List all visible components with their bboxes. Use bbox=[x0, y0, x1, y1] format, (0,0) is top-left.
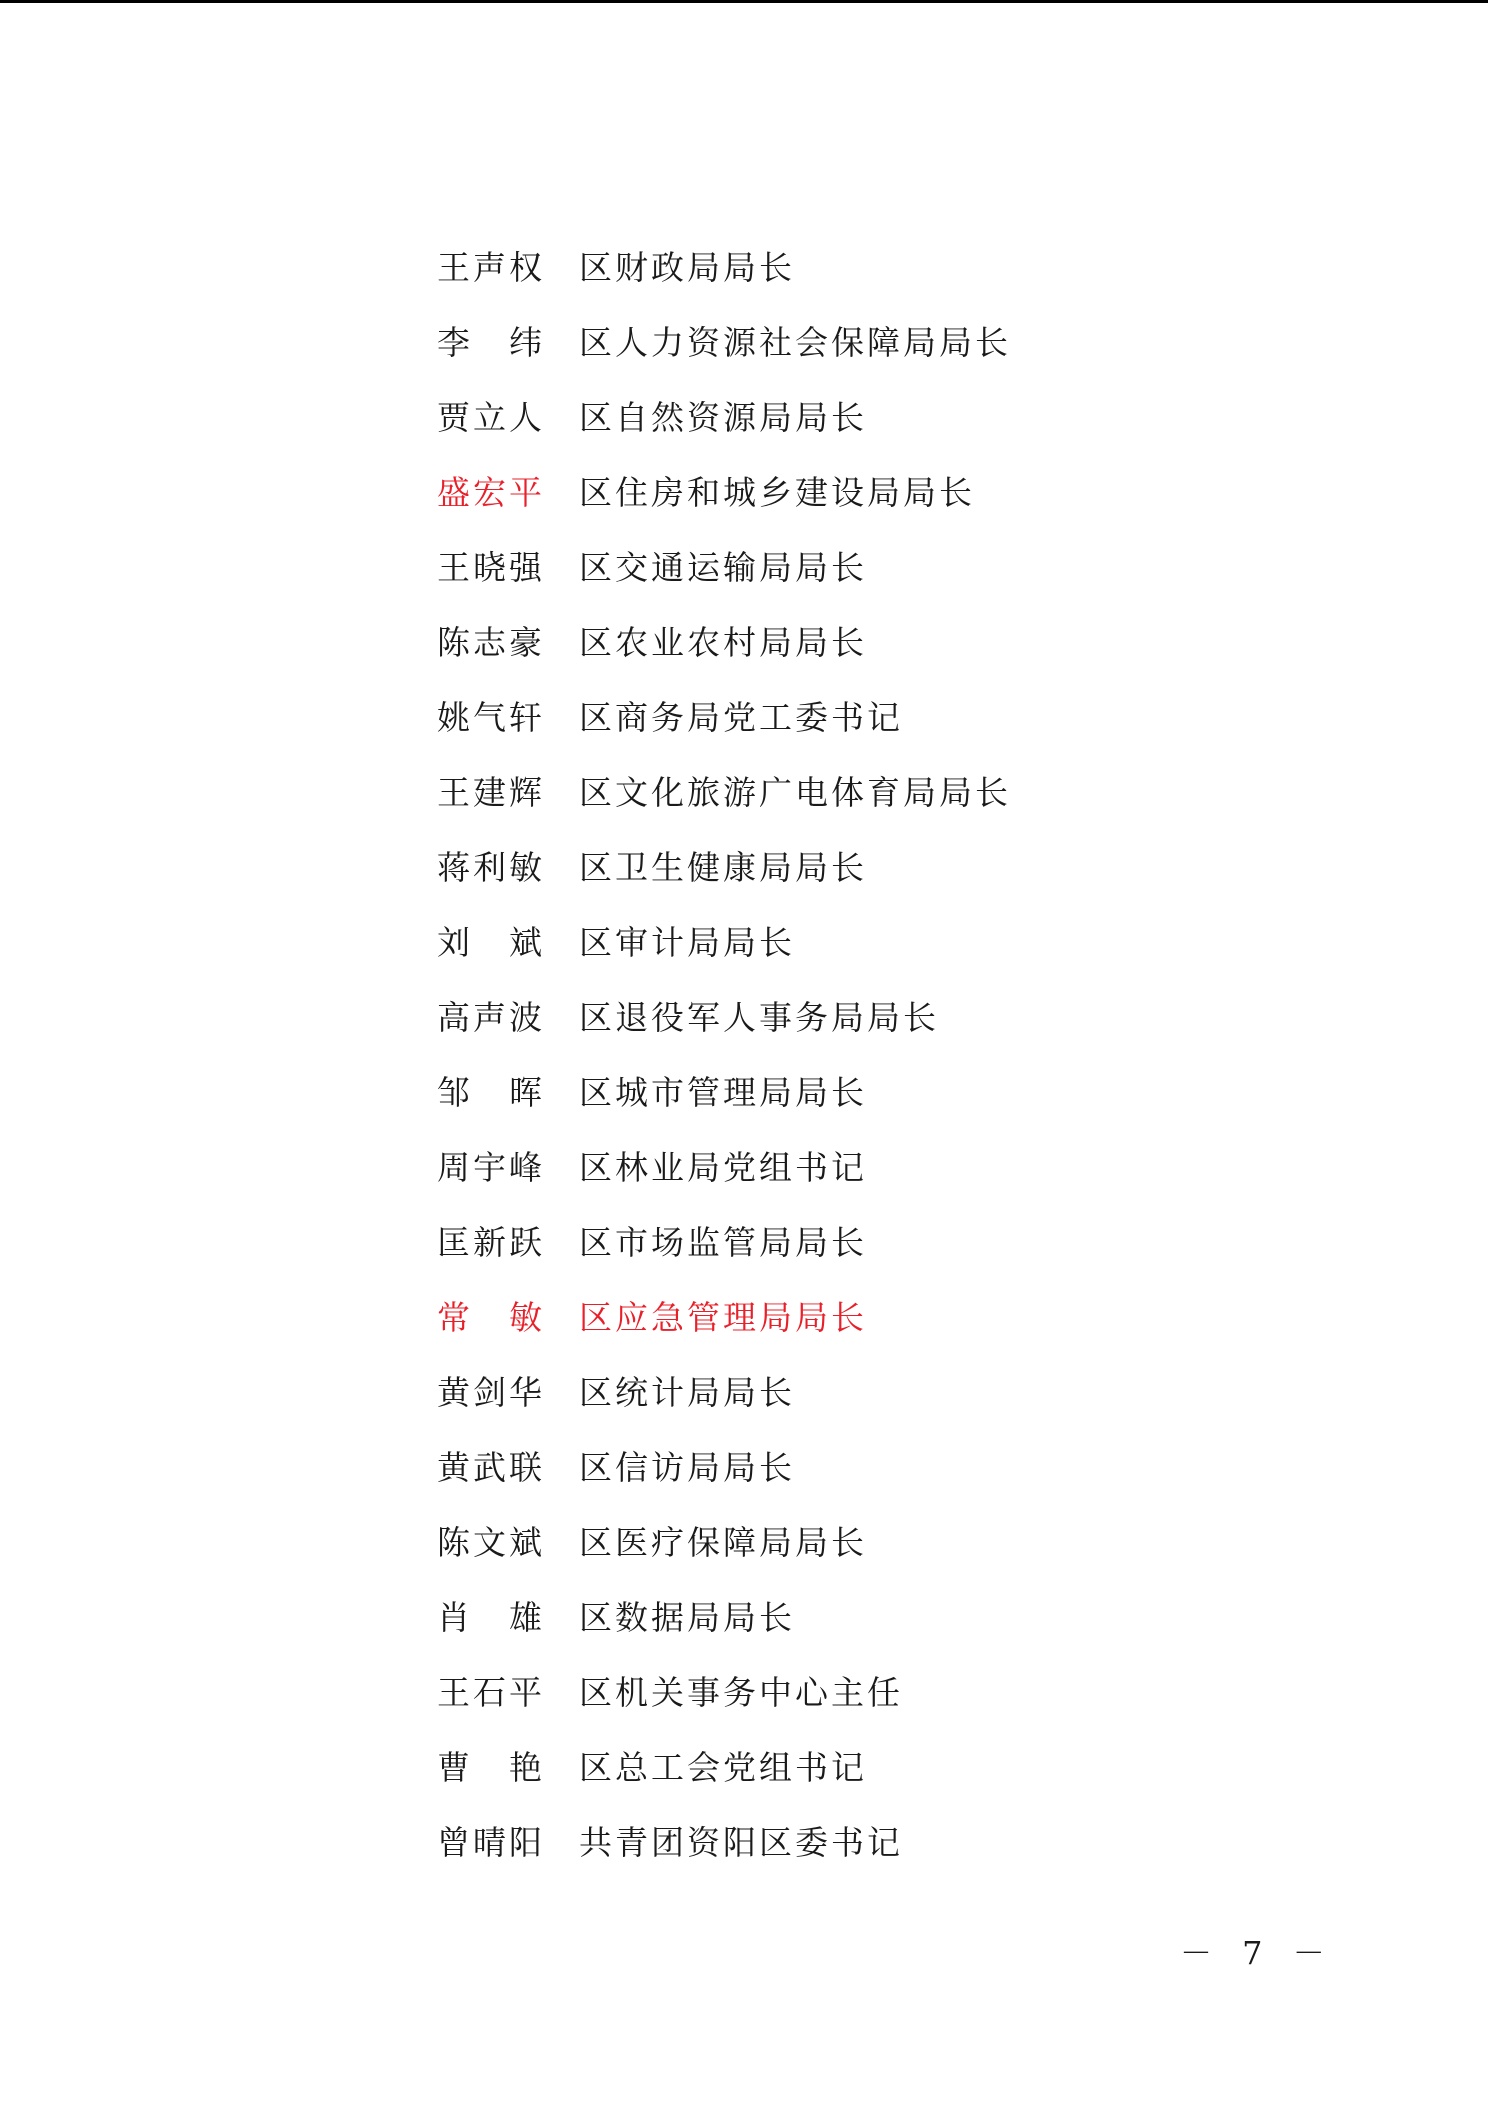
position-title: 区医疗保障局局长 bbox=[579, 1523, 867, 1562]
position-title: 区人力资源社会保障局局长 bbox=[579, 323, 1011, 362]
roster-row-highlighted-name bbox=[437, 455, 1237, 530]
roster-row-highlighted bbox=[437, 1280, 1237, 1355]
position-title: 区审计局局长 bbox=[579, 923, 795, 962]
person-name: 肖 雄 bbox=[437, 1598, 545, 1637]
roster-row bbox=[437, 380, 1237, 455]
roster-row bbox=[437, 1355, 1237, 1430]
roster-row bbox=[437, 755, 1237, 830]
roster-row bbox=[437, 980, 1237, 1055]
person-name: 曹 艳 bbox=[437, 1748, 545, 1787]
roster-row bbox=[437, 1430, 1237, 1505]
person-name: 王石平 bbox=[437, 1673, 545, 1712]
person-name: 黄剑华 bbox=[437, 1373, 545, 1412]
roster-row bbox=[437, 830, 1237, 905]
position-title: 区自然资源局局长 bbox=[579, 398, 867, 437]
position-title: 区财政局局长 bbox=[579, 248, 795, 287]
page-number: － 7 － bbox=[1180, 1934, 1335, 1972]
roster-row bbox=[437, 605, 1237, 680]
roster-row bbox=[437, 1655, 1237, 1730]
person-name: 蒋利敏 bbox=[437, 848, 545, 887]
roster-row bbox=[437, 1730, 1237, 1805]
position-title: 区信访局局长 bbox=[579, 1448, 795, 1487]
position-title: 区市场监管局局长 bbox=[579, 1223, 867, 1262]
roster-row bbox=[437, 1805, 1237, 1880]
roster-row bbox=[437, 230, 1237, 305]
person-name: 陈文斌 bbox=[437, 1523, 545, 1562]
person-name: 高声波 bbox=[437, 998, 545, 1037]
top-border-line bbox=[0, 0, 1488, 3]
person-name: 黄武联 bbox=[437, 1448, 545, 1487]
person-name: 常 敏 bbox=[437, 1298, 545, 1337]
position-title: 区数据局局长 bbox=[579, 1598, 795, 1637]
appointment-roster bbox=[437, 230, 1237, 1880]
person-name: 王建辉 bbox=[437, 773, 545, 812]
person-name: 姚气轩 bbox=[437, 698, 545, 737]
roster-row bbox=[437, 905, 1237, 980]
position-title: 区卫生健康局局长 bbox=[579, 848, 867, 887]
position-title: 区总工会党组书记 bbox=[579, 1748, 867, 1787]
person-name: 贾立人 bbox=[437, 398, 545, 437]
position-title: 区交通运输局局长 bbox=[579, 548, 867, 587]
position-title: 区机关事务中心主任 bbox=[579, 1673, 903, 1712]
position-title: 区住房和城乡建设局局长 bbox=[579, 473, 975, 512]
roster-row bbox=[437, 530, 1237, 605]
roster-row bbox=[437, 1055, 1237, 1130]
person-name: 王晓强 bbox=[437, 548, 545, 587]
person-name: 王声权 bbox=[437, 248, 545, 287]
person-name: 邹 晖 bbox=[437, 1073, 545, 1112]
roster-row bbox=[437, 1580, 1237, 1655]
person-name: 李 纬 bbox=[437, 323, 545, 362]
position-title: 区退役军人事务局局长 bbox=[579, 998, 939, 1037]
position-title: 区文化旅游广电体育局局长 bbox=[579, 773, 1011, 812]
position-title: 区统计局局长 bbox=[579, 1373, 795, 1412]
position-title: 区城市管理局局长 bbox=[579, 1073, 867, 1112]
position-title: 区林业局党组书记 bbox=[579, 1148, 867, 1187]
person-name: 陈志豪 bbox=[437, 623, 545, 662]
position-title: 区应急管理局局长 bbox=[579, 1298, 867, 1337]
position-title: 区农业农村局局长 bbox=[579, 623, 867, 662]
roster-row bbox=[437, 680, 1237, 755]
person-name: 刘 斌 bbox=[437, 923, 545, 962]
position-title: 共青团资阳区委书记 bbox=[579, 1823, 903, 1862]
roster-row bbox=[437, 1205, 1237, 1280]
roster-row bbox=[437, 1130, 1237, 1205]
roster-row bbox=[437, 1505, 1237, 1580]
roster-row bbox=[437, 305, 1237, 380]
person-name: 盛宏平 bbox=[437, 473, 545, 512]
position-title: 区商务局党工委书记 bbox=[579, 698, 903, 737]
person-name: 周宇峰 bbox=[437, 1148, 545, 1187]
person-name: 曾晴阳 bbox=[437, 1823, 545, 1862]
person-name: 匡新跃 bbox=[437, 1223, 545, 1262]
